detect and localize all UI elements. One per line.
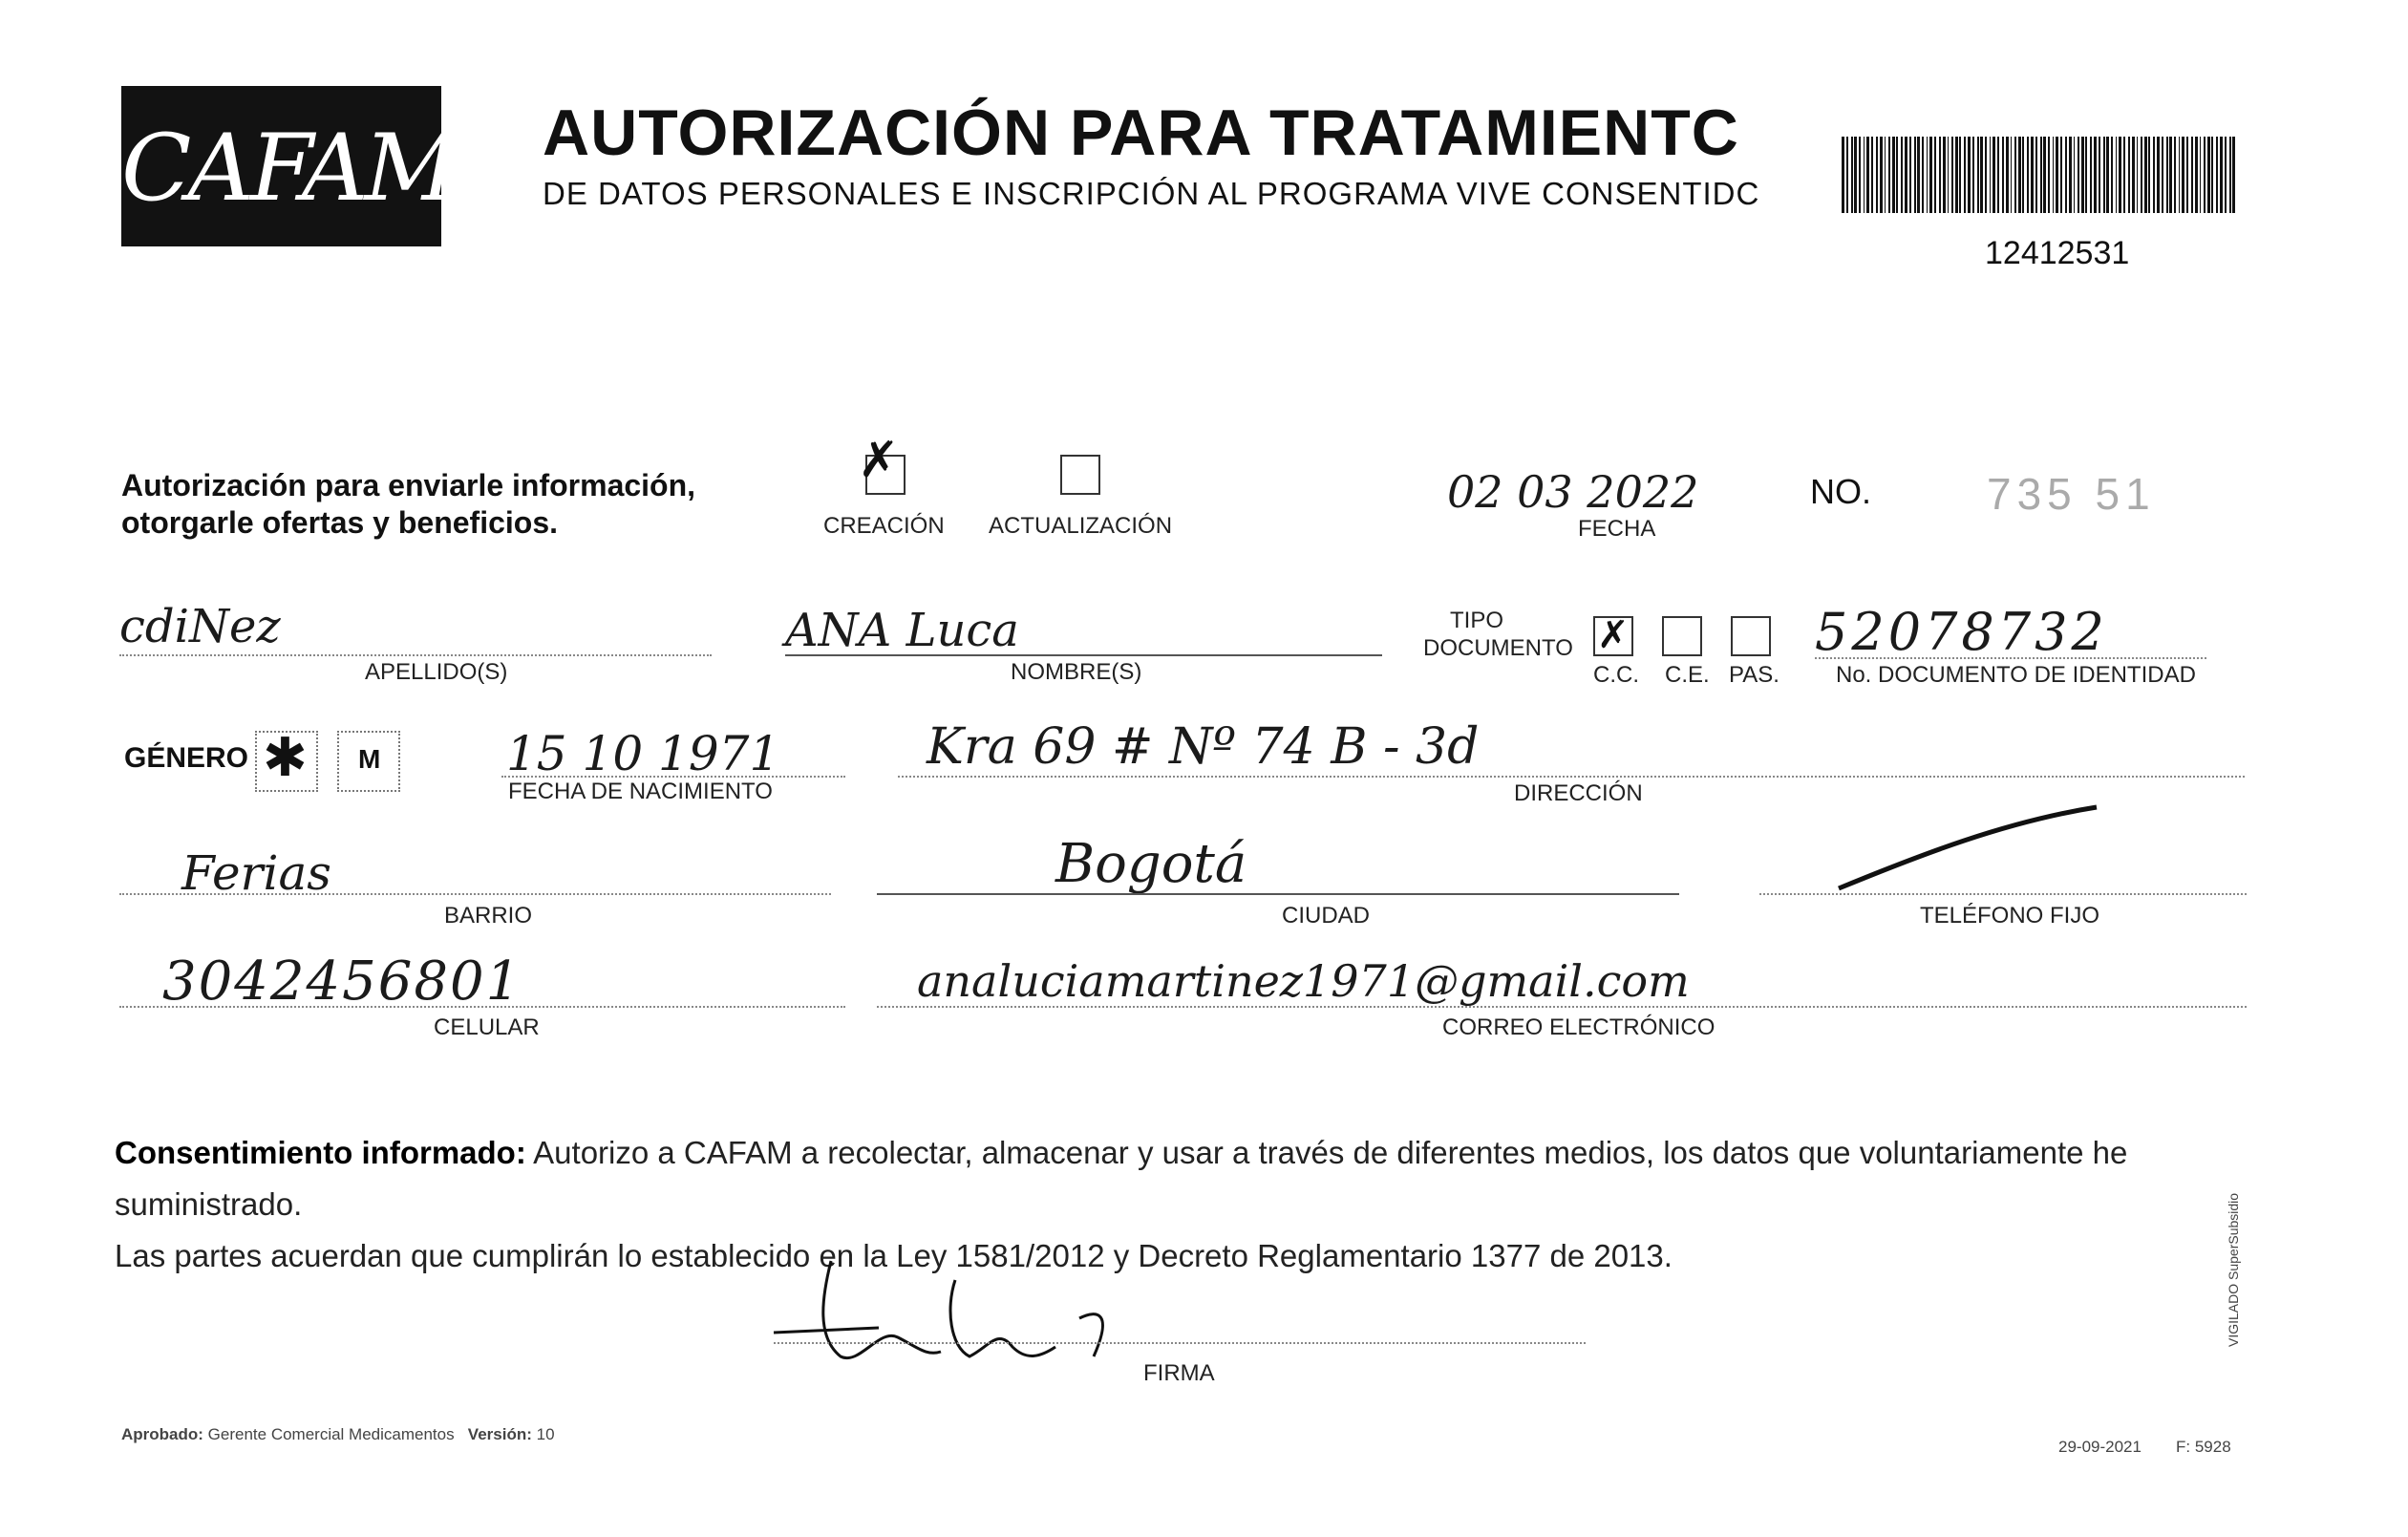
documento-line <box>1815 657 2206 659</box>
apellidos-label: APELLIDO(S) <box>365 659 508 685</box>
intro-text-line2: otorgarle ofertas y beneficios. <box>121 505 559 540</box>
correo-label: CORREO ELECTRÓNICO <box>1442 1014 1715 1040</box>
aprobado-value: Gerente Comercial Medicamentos <box>207 1425 455 1443</box>
no-value: 735 51 <box>1987 469 2156 519</box>
form-subtitle: DE DATOS PERSONALES E INSCRIPCIÓN AL PROGRAMA VIVE CONSENTIDC <box>543 176 1760 211</box>
creacion-check-mark: ✗ <box>858 433 900 488</box>
consent-heading: Consentimiento informado: <box>115 1135 526 1170</box>
nombres-label: NOMBRE(S) <box>1011 659 1142 685</box>
celular-line <box>119 1006 845 1008</box>
nombres-value[interactable]: ANA Luca <box>785 604 1019 657</box>
nacimiento-value[interactable]: 15 10 1971 <box>506 726 780 781</box>
ciudad-value[interactable]: Bogotá <box>1055 833 1247 895</box>
footer-date: 29-09-2021 <box>2058 1438 2142 1456</box>
aprobado-label: Aprobado: <box>121 1425 203 1443</box>
genero-f-mark: ✱ <box>263 727 308 787</box>
telefono-label: TELÉFONO FIJO <box>1920 903 2100 929</box>
direccion-line <box>898 776 2245 778</box>
consent-text-2: Las partes acuerdan que cumplirán lo establecido en la Ley 1581/2012 y Decreto Reglamentario 1377 de 2013. <box>115 1238 1673 1273</box>
signature-label: FIRMA <box>1143 1360 1215 1386</box>
nacimiento-label: FECHA DE NACIMIENTO <box>508 779 773 804</box>
fecha-value[interactable]: 02 03 2022 <box>1447 466 1699 518</box>
signature-drawing <box>764 1242 1223 1376</box>
form-title: AUTORIZACIÓN PARA TRATAMIENTC <box>543 96 1739 169</box>
celular-label: CELULAR <box>434 1014 540 1040</box>
barrio-value[interactable]: Ferias <box>181 845 331 901</box>
footer-code: F: 5928 <box>2176 1438 2231 1456</box>
barrio-line <box>119 893 831 895</box>
direccion-value[interactable]: Kra 69 # Nº 74 B - 3d <box>927 718 1480 776</box>
telefono-line <box>1759 893 2247 895</box>
version-label: Versión: <box>467 1425 532 1443</box>
barcode-number: 12412531 <box>1985 235 2130 271</box>
creacion-label: CREACIÓN <box>823 513 945 539</box>
ciudad-line <box>877 893 1679 895</box>
apellidos-value[interactable]: cdiNez <box>119 600 281 653</box>
tipo-cc-mark: ✗ <box>1597 614 1630 656</box>
logo-text: CAFAM <box>121 115 455 222</box>
tipo-cc-label: C.C. <box>1593 662 1639 688</box>
barrio-label: BARRIO <box>444 903 533 929</box>
intro-text-line1: Autorización para enviarle información, <box>121 468 696 502</box>
tipo-label-1: TIPO <box>1450 608 1504 633</box>
direccion-label: DIRECCIÓN <box>1514 780 1643 806</box>
tipo-pas-label: PAS. <box>1729 662 1779 688</box>
version-value: 10 <box>536 1425 555 1443</box>
tipo-ce-checkbox[interactable] <box>1662 616 1702 656</box>
vigilado-side-text: VIGILADO SuperSubsidio <box>2226 1192 2241 1347</box>
cafam-logo <box>121 86 455 246</box>
nacimiento-line <box>501 776 845 778</box>
celular-value[interactable]: 3042456801 <box>162 950 522 1013</box>
actualizacion-checkbox[interactable] <box>1060 455 1100 495</box>
ciudad-label: CIUDAD <box>1282 903 1371 929</box>
genero-m-label: M <box>358 744 381 774</box>
consent-text-1: Autorizo a CAFAM a recolectar, almacenar y usar a través de diferentes medios, los datos que voluntariamente he suministrado. <box>115 1135 2128 1222</box>
correo-line <box>877 1006 2247 1008</box>
telefono-strike-stroke <box>1834 798 2101 893</box>
documento-value[interactable]: 52078732 <box>1815 602 2108 662</box>
actualizacion-label: ACTUALIZACIÓN <box>989 513 1173 539</box>
fecha-label: FECHA <box>1578 516 1656 542</box>
apellidos-line <box>119 654 712 656</box>
tipo-pas-checkbox[interactable] <box>1731 616 1771 656</box>
barcode <box>1842 137 2238 213</box>
correo-value[interactable]: analuciamartinez1971@gmail.com <box>917 955 1690 1007</box>
tipo-label-2: DOCUMENTO <box>1423 635 1573 661</box>
tipo-ce-label: C.E. <box>1665 662 1710 688</box>
documento-label: No. DOCUMENTO DE IDENTIDAD <box>1836 662 2196 688</box>
no-label: NO. <box>1810 472 1872 511</box>
nombres-line <box>785 654 1382 656</box>
footer-approval <box>121 1425 555 1444</box>
signature-line <box>774 1342 1586 1344</box>
genero-label: GÉNERO <box>124 742 249 774</box>
